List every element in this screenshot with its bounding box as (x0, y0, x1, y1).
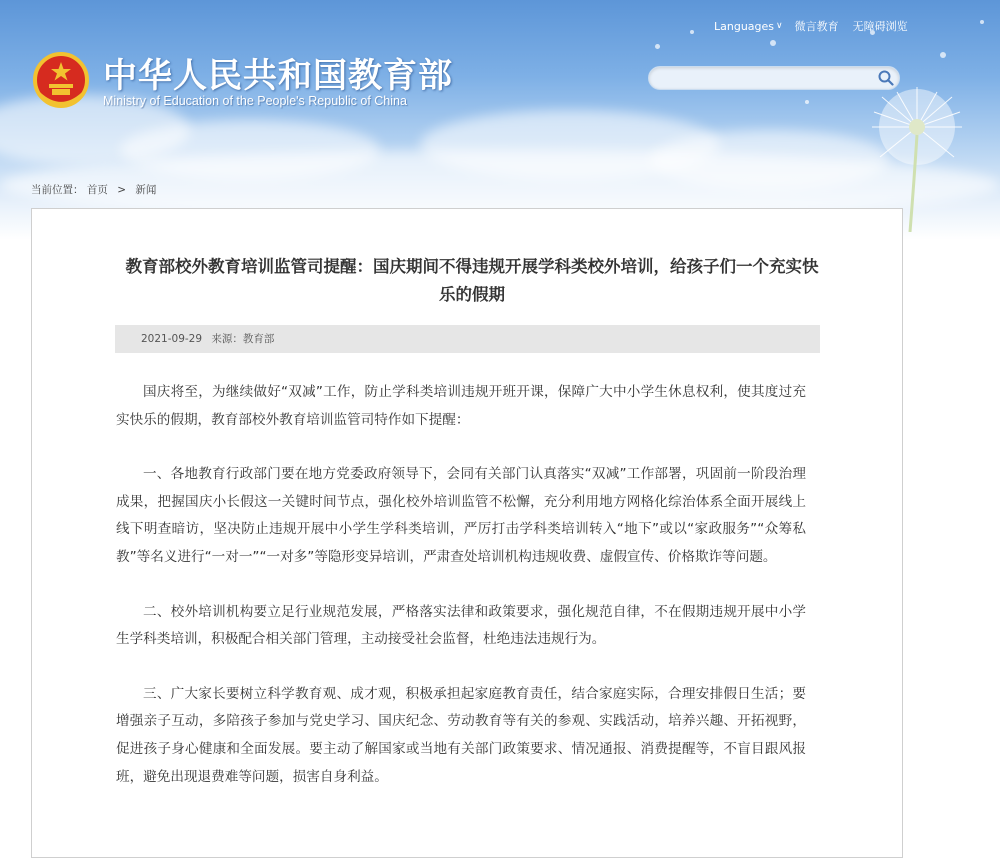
search-input[interactable] (661, 70, 873, 88)
breadcrumb-current[interactable]: 新闻 (135, 184, 157, 196)
article-meta (115, 325, 820, 353)
search-icon[interactable] (877, 69, 895, 87)
accessibility-link[interactable]: 无障碍浏览 (852, 20, 908, 33)
article-paragraph: 三、广大家长要树立科学教育观、成才观，积极承担起家庭教育责任，结合家庭实际，合理安排假日生活；要增强亲子互动，多陪孩子参加与党史学习、国庆纪念、劳动教育等有关的参观、实践活动，培养兴趣、开拓视野，促进孩子身心健康和全面发展。要主动了解国家或当地有关部门政策要求、情况通报、消费提醒等，不盲目跟风报班，避免出现退费难等问题，损害自身利益。 (116, 685, 806, 785)
breadcrumb-home[interactable]: 首页 (86, 184, 108, 196)
article-paragraph: 国庆将至，为继续做好“双减”工作，防止学科类培训违规开班开课，保障广大中小学生休息权利，使其度过充实快乐的假期，教育部校外教育培训监管司特作如下提醒： (116, 384, 806, 428)
header-banner (0, 0, 1000, 240)
article-paragraph: 一、各地教育行政部门要在地方党委政府领导下，会同有关部门认真落实“双减”工作部署，巩固前一阶段治理成果，把握国庆小长假这一关键时间节点，强化校外培训监管不松懈，充分利用地方网格化综治体系全面开展线上线下明查暗访，坚决防止违规开展中小学生学科类培训，严厉打击学科类培训转入“地下”或以“家政服务”“众筹私教”等名义进行“一对一”“一对多”等隐形变异培训，严肃查处培训机构违规收费、虚假宣传、价格欺诈等问题。 (116, 466, 806, 565)
languages-link[interactable]: Languages (714, 19, 775, 33)
search-box (648, 66, 900, 90)
site-subtitle: Ministry of Education of the People's Republic of China (103, 94, 407, 108)
site-title[interactable]: 中华人民共和国教育部 (103, 56, 453, 96)
article-container (31, 208, 903, 858)
breadcrumb (31, 182, 156, 197)
top-links (714, 18, 922, 34)
weiyan-link[interactable]: 微言教育 (794, 20, 839, 33)
chevron-down-icon[interactable]: ∨ (776, 21, 783, 31)
article-source: 来源：教育部 (211, 333, 275, 345)
breadcrumb-prefix: 当前位置： (31, 184, 84, 196)
article-title: 教育部校外教育培训监管司提醒：国庆期间不得违规开展学科类校外培训，给孩子们一个充实快乐的假期 (125, 257, 819, 304)
national-emblem-icon (33, 52, 89, 112)
breadcrumb-separator: > (117, 184, 126, 196)
article-date: 2021-09-29 (141, 333, 203, 345)
article-paragraph: 二、校外培训机构要立足行业规范发展，严格落实法律和政策要求，强化规范自律，不在假期违规开展中小学生学科类培训，积极配合相关部门管理，主动接受社会监督，杜绝违法违规行为。 (116, 603, 806, 648)
article-body (116, 379, 806, 818)
